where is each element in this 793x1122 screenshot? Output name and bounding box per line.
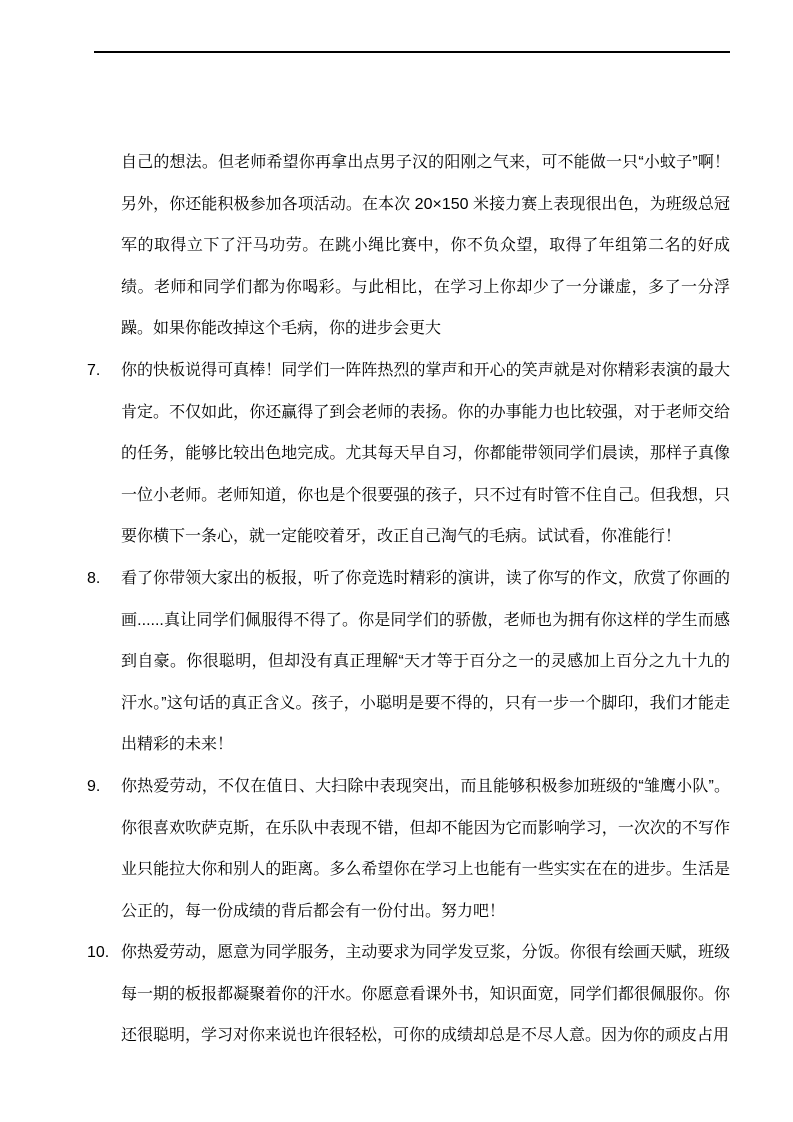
list-item-7 [87,350,730,558]
list-number: 10. [87,944,110,962]
list-item-8 [87,558,730,766]
list-item-text: 你热爱劳动，不仅在值日、大扫除中表现突出，而且能够积极参加班级的“雏鹰小队”。你很喜欢吹萨克斯，在乐队中表现不错，但却不能因为它而影响学习，一次次的不写作业只能拉大你和别人的距离。多么希望你在学习上也能有一些实实在在的进步。生活是公正的，每一份成绩的背后都会有一份付出。努力吧！ [121,777,730,920]
paragraph-continuation: 自己的想法。但老师希望你再拿出点男子汉的阳刚之气来，可不能做一只“小蚊子”啊！另外，你还能积极参加各项活动。在本次 20×150 米接力赛上表现很出色，为班级总冠军的取得立下了汗马功劳。在跳小绳比赛中，你不负众望，取得了年组第二名的好成绩。老师和同学们都为你喝彩。与此相比，在学习上你却少了一分谦虚，多了一分浮躁。如果你能改掉这个毛病，你的进步会更大 [121,154,730,338]
list-number: 7. [87,361,101,379]
document-body [87,142,730,1057]
list-item-9 [87,766,730,932]
list-item-text: 看了你带领大家出的板报，听了你竞选时精彩的演讲，读了你写的作文，欣赏了你画的画......真让同学们佩服得不得了。你是同学们的骄傲，老师也为拥有你这样的学生而感到自豪。你很聪明，但却没有真正理解“天才等于百分之一的灵感加上百分之九十九的汗水。”这句话的真正含义。孩子，小聪明是要不得的，只有一步一个脚印，我们才能走出精彩的未来！ [121,569,730,754]
list-item-text: 你热爱劳动，愿意为同学服务，主动要求为同学发豆浆，分饭。你很有绘画天赋，班级每一期的板报都凝聚着你的汗水。你愿意看课外书，知识面宽，同学们都很佩服你。你还很聪明，学习对你来说也许很轻松，可你的成绩却总是不尽人意。因为你的顽皮占用 [121,944,730,1045]
header-rule [94,51,730,53]
list-item-10 [87,932,730,1057]
list-item-text: 你的快板说得可真棒！同学们一阵阵热烈的掌声和开心的笑声就是对你精彩表演的最大肯定。不仅如此，你还赢得了到会老师的表扬。你的办事能力也比较强，对于老师交给的任务，能够比较出色地完成。尤其每天早自习，你都能带领同学们晨读，那样子真像一位小老师。老师知道，你也是个很要强的孩子，只不过有时管不住自己。但我想，只要你横下一条心，就一定能咬着牙，改正自己淘气的毛病。试试看，你准能行！ [121,361,730,546]
list-number: 9. [87,777,101,795]
list-number: 8. [87,569,101,587]
